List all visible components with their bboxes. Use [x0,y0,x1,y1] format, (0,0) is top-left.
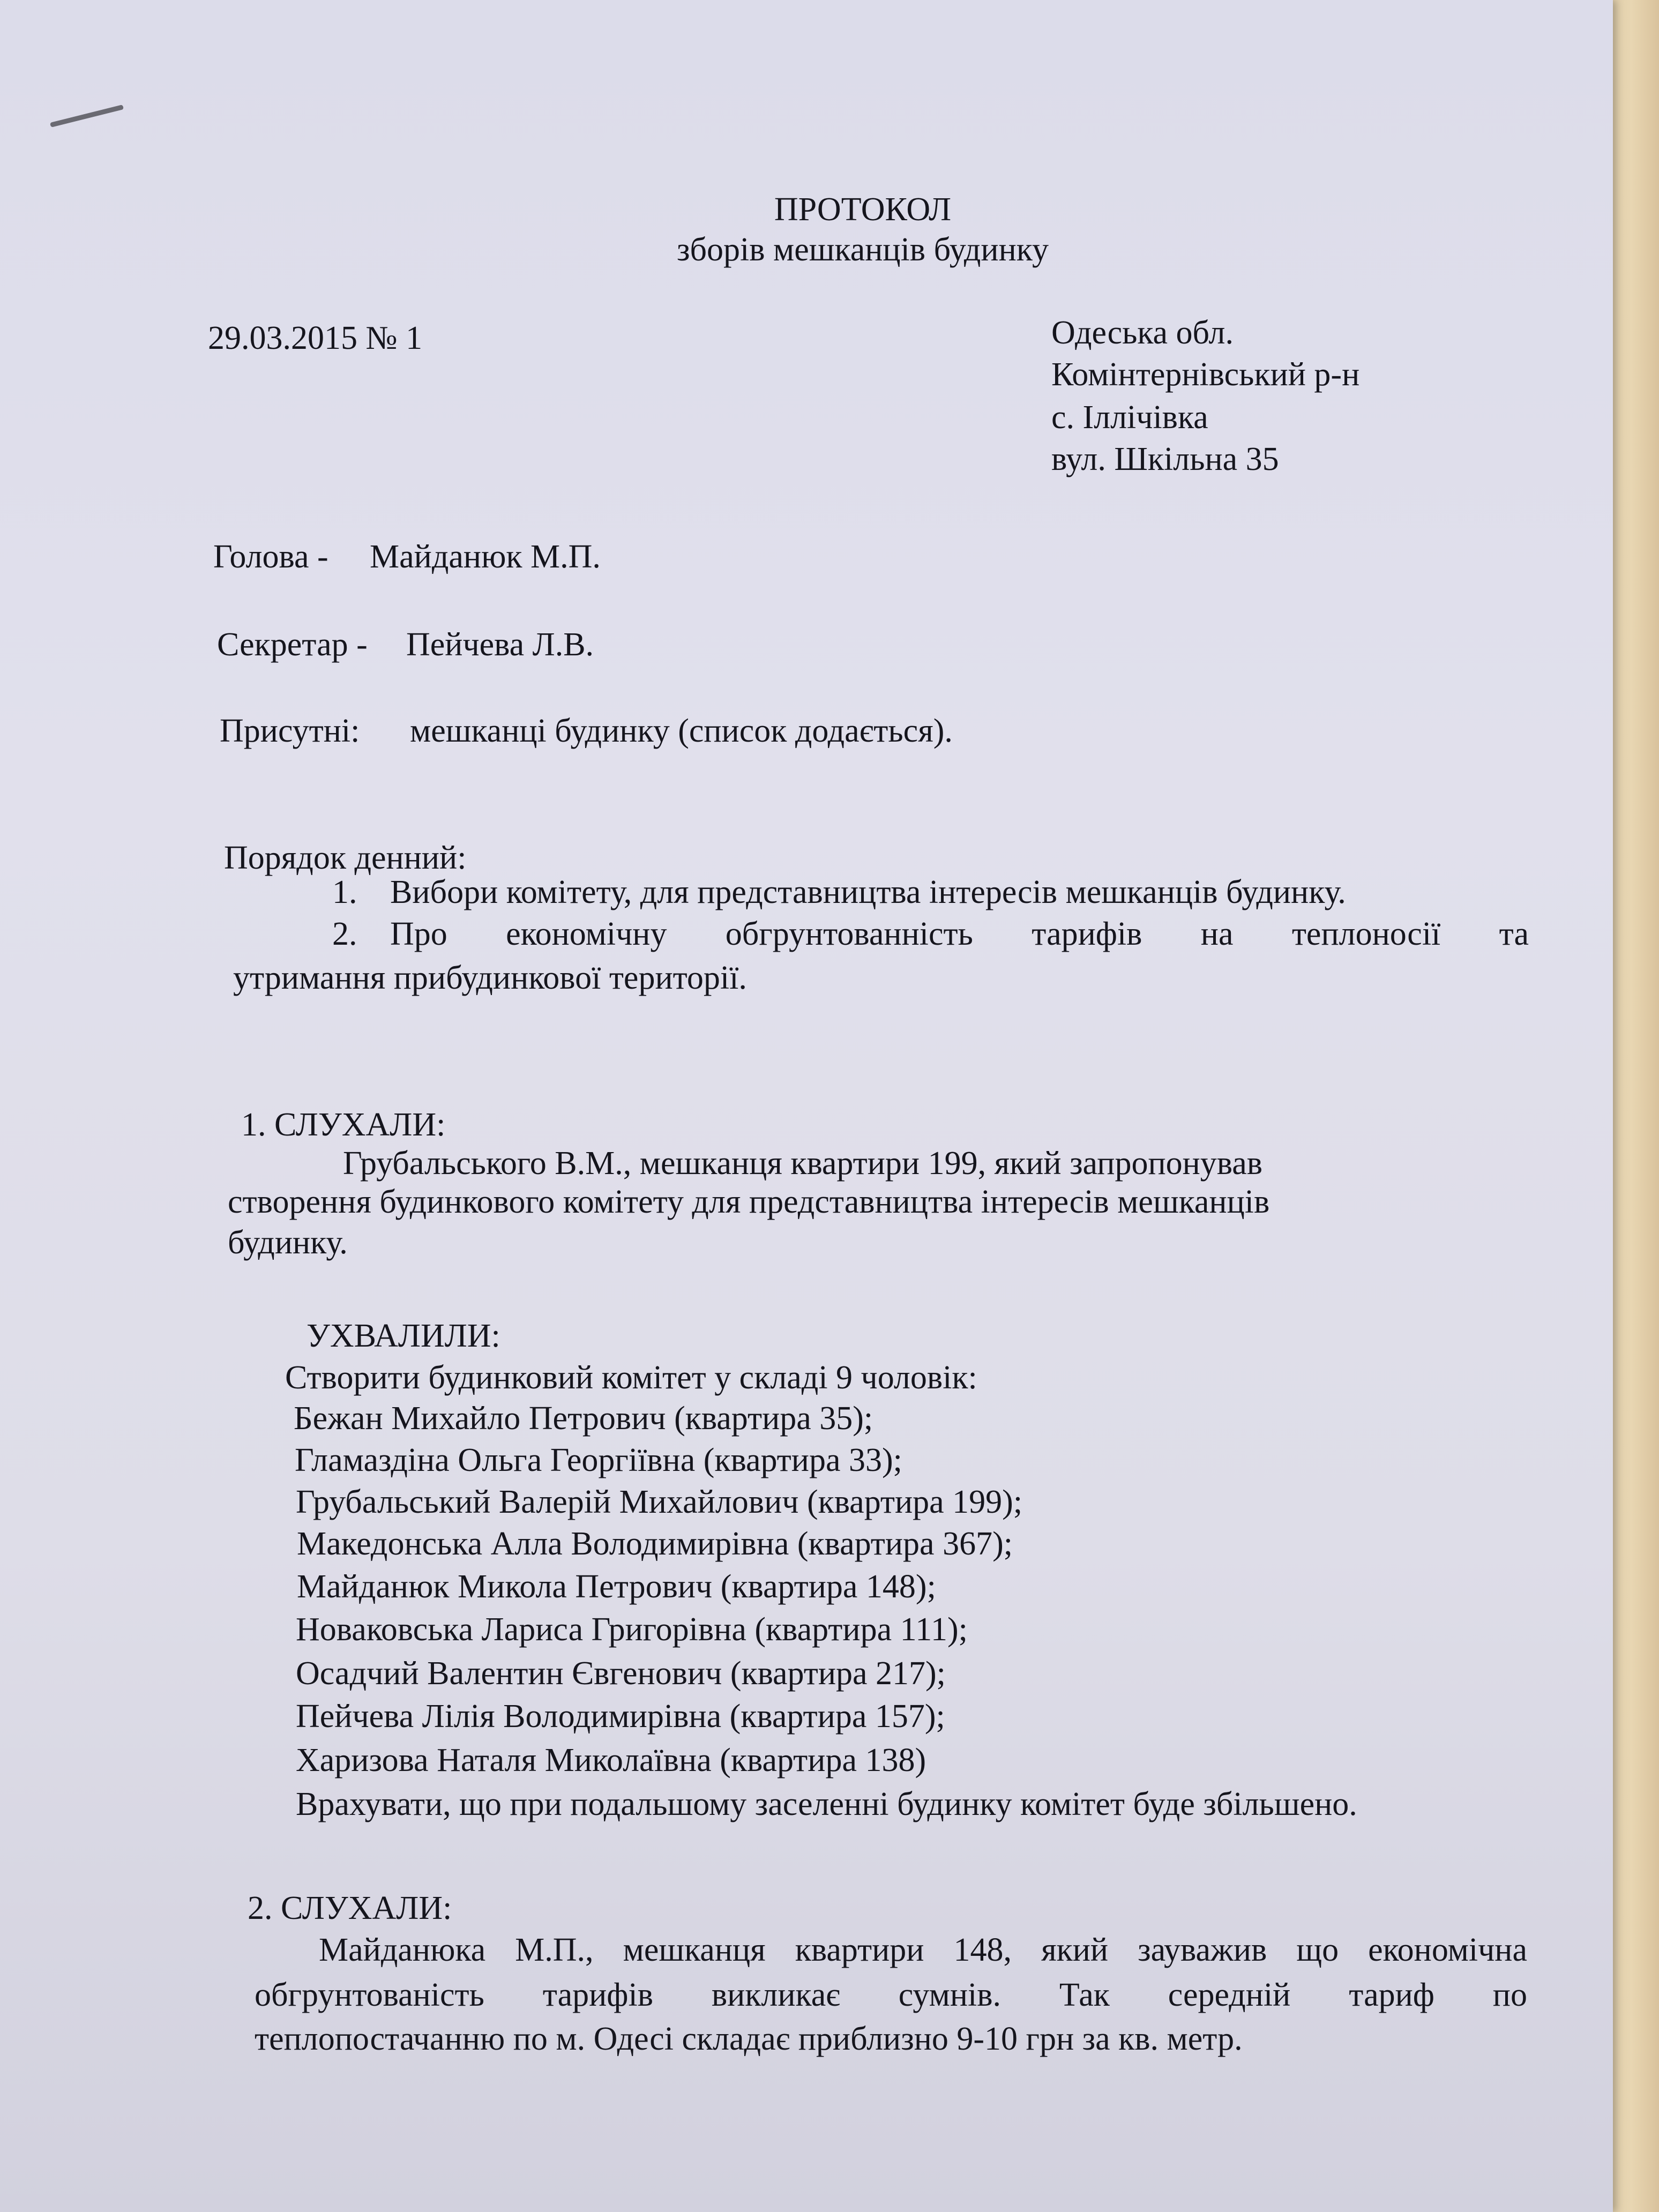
paragraph-line: будинку. [228,1224,348,1261]
paragraph-line: створення будинкового комітету для представництва інтересів мешканців [228,1184,1270,1220]
present-text: мешканці будинку (список додається). [410,713,953,749]
paragraph-line: Грубальського В.М., мешканця квартири 199, який запропонував [343,1145,1263,1182]
chair-name: Майданюк М.П. [370,539,601,575]
staple [50,104,124,128]
address-line: Комінтернівський р-н [1051,356,1360,393]
agenda-item: Про економічну обгрунтованність тарифів на теплоносії та [390,916,1529,952]
secretary-name: Пейчева Л.В. [406,626,594,663]
agenda-item-continuation: утримання прибудинкової території. [233,960,747,996]
agenda-item: Вибори комітету, для представництва інтересів мешканців будинку. [390,874,1346,910]
resolution-note: Врахувати, що при подальшому заселенні будинку комітет буде збільшено. [296,1786,1357,1822]
paragraph-line: Майданюка М.П., мешканця квартири 148, який зауважив що економічна [319,1932,1527,1968]
address-line: вул. Шкільна 35 [1051,441,1279,477]
committee-member: Грубальський Валерій Михайлович (квартира 199); [296,1484,1023,1520]
committee-member: Пейчева Лілія Володимирівна (квартира 157); [296,1698,945,1735]
section-resolved-heading: УХВАЛИЛИ: [307,1318,500,1354]
paragraph-line: обгрунтованість тарифів викликає сумнів. Так середній тариф по [255,1977,1527,2013]
committee-member: Харизова Наталя Миколаївна (квартира 138) [296,1742,926,1778]
committee-member: Бежан Михайло Петрович (квартира 35); [294,1400,873,1437]
document-title: ПРОТОКОЛ [774,191,952,228]
present-label: Присутні: [220,713,360,749]
address-line: с. Іллічівка [1051,399,1208,436]
section-heard-heading: 2. СЛУХАЛИ: [248,1890,452,1926]
committee-member: Новаковська Лариса Григорівна (квартира 111); [296,1611,968,1648]
resolution-intro: Створити будинковий комітет у складі 9 чоловік: [285,1359,977,1396]
date-number: 29.03.2015 № 1 [208,320,423,356]
paragraph-line: теплопостачанню по м. Одесі складає приблизно 9-10 грн за кв. метр. [255,2021,1243,2057]
chair-label: Голова - [213,539,328,575]
section-heard-heading: 1. СЛУХАЛИ: [241,1107,446,1143]
address-line: Одеська обл. [1051,315,1234,351]
committee-member: Гламаздіна Ольга Георгіївна (квартира 33); [295,1442,902,1478]
secretary-label: Секретар - [217,626,368,663]
agenda-item-number: 1. [332,874,357,910]
document-subtitle: зборів мешканців будинку [676,231,1049,268]
committee-member: Осадчий Валентин Євгенович (квартира 217); [296,1655,946,1692]
committee-member: Македонська Алла Володимирівна (квартира 367); [297,1526,1013,1562]
agenda-label: Порядок денний: [224,840,467,876]
committee-member: Майданюк Микола Петрович (квартира 148); [297,1568,936,1605]
agenda-item-number: 2. [332,916,357,952]
